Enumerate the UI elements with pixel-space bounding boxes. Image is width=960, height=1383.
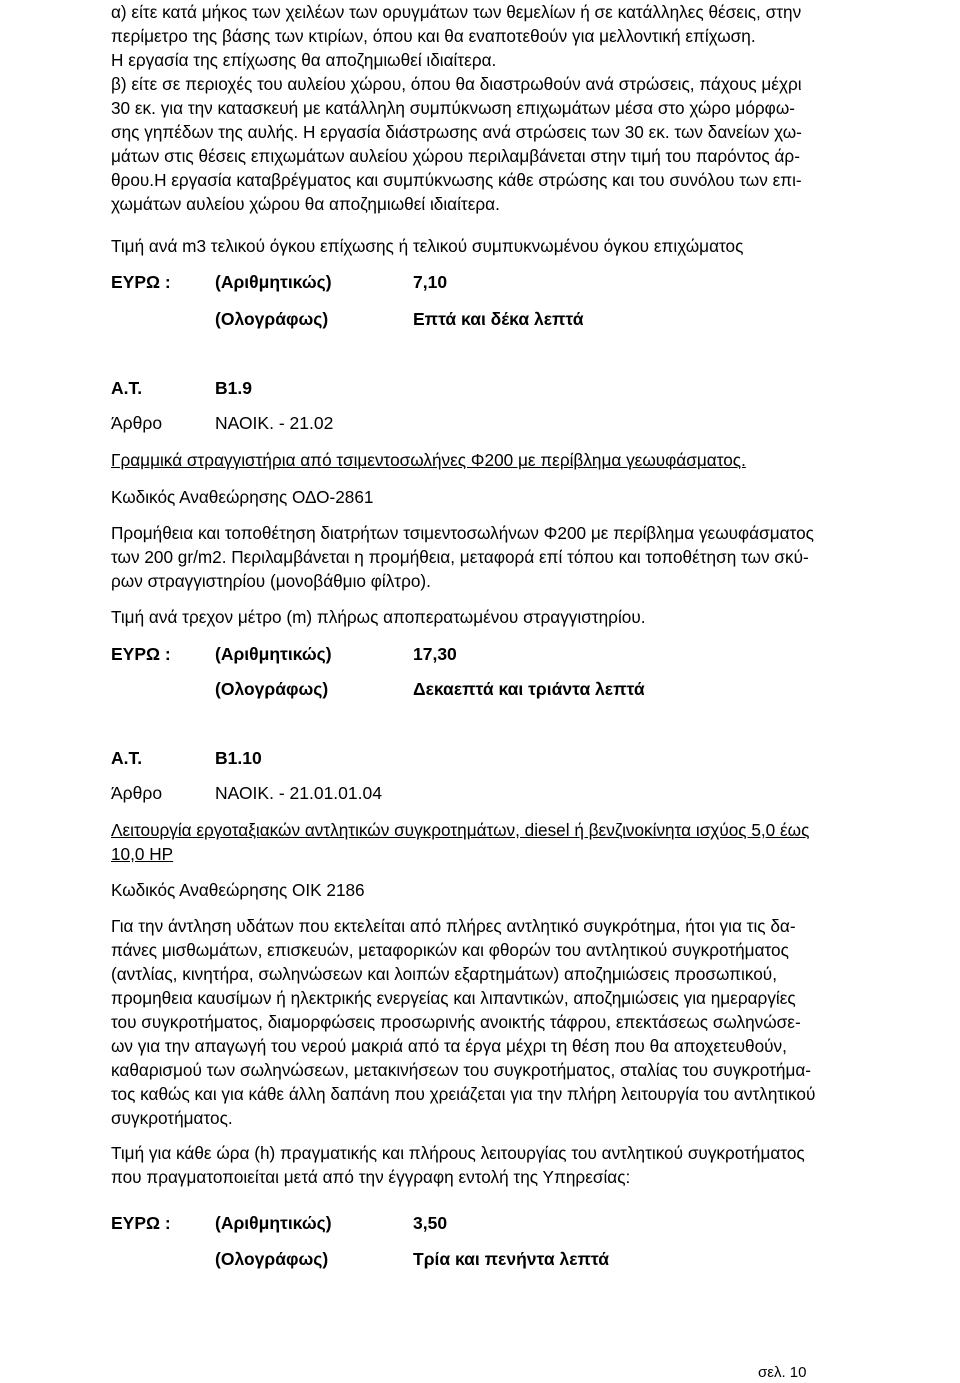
numeric-value: 17,30	[413, 644, 457, 664]
currency-label: ΕΥΡΩ :	[111, 1213, 171, 1233]
text-line: τος καθώς και για κάθε άλλη δαπάνη που χρειάζεται για την πλήρη λειτουργία του αντλητικού	[111, 1084, 816, 1104]
at-label: Α.Τ.	[111, 748, 143, 768]
item-title: Γραμμικά στραγγιστήρια από τσιμεντοσωλήνες Φ200 με περίβλημα γεωυφάσματος.	[111, 450, 746, 470]
page-number: σελ. 10	[758, 1364, 807, 1381]
price-basis	[111, 1141, 957, 1189]
text-line: προμηθεια καυσίμων ή ηλεκτρικής ενεργείας και λιπαντικών, αποζημιώσεις για ημεραργίες	[111, 988, 796, 1008]
words-value: Επτά και δέκα λεπτά	[413, 309, 584, 329]
intro-paragraph	[111, 0, 957, 216]
text-line: ρων στραγγιστηρίου (μονοβάθμιο φίλτρο).	[111, 571, 431, 591]
text-line: του συγκροτήματος, διαμορφώσεις προσωρινής ανοικτής τάφρου, επεκτάσεως σωληνώσε-	[111, 1012, 801, 1032]
currency-label: ΕΥΡΩ :	[111, 272, 171, 292]
article-value: ΝΑΟΙΚ. - 21.01.01.04	[215, 783, 382, 803]
text-line: (αντλίας, κινητήρα, σωληνώσεων και λοιπών εξαρτημάτων) αποζημιώσεις προσωπικού,	[111, 964, 777, 984]
article-label: Άρθρο	[111, 783, 163, 803]
item-title	[111, 818, 957, 866]
item-description	[111, 914, 957, 1130]
text-line: Η εργασία της επίχωσης θα αποζημιωθεί ιδιαίτερα.	[111, 50, 497, 70]
text-line: πάνες μισθωμάτων, επισκευών, μεταφορικών και φθορών του αντλητικού συγκροτήματος	[111, 940, 789, 960]
text-line: 30 εκ. για την κατασκευή με κατάλληλη συμπύκνωση επιχωμάτων μέσα στο χώρο μόρφω-	[111, 98, 795, 118]
words-label: (Ολογράφως)	[215, 309, 329, 329]
numeric-label: (Αριθμητικώς)	[215, 1213, 332, 1233]
text-line: περίμετρο της βάσης των κτιρίων, όπου και θα εναποτεθούν για μελλοντική επίχωση.	[111, 26, 756, 46]
revision-code: Κωδικός Αναθεώρησης ΟΙΚ 2186	[111, 880, 365, 900]
text-line: των 200 gr/m2. Περιλαμβάνεται η προμήθεια, μεταφορά επί τόπου και τοποθέτηση των σκύ-	[111, 547, 809, 567]
text-line: χωμάτων αυλείου χώρου θα αποζημιωθεί ιδιαίτερα.	[111, 194, 500, 214]
words-value: Δεκαεπτά και τριάντα λεπτά	[413, 679, 645, 699]
text-line: που πραγματοποιείται μετά από την έγγραφη εντολή της Υπηρεσίας:	[111, 1167, 631, 1187]
text-line: καθαρισμού των σωληνώσεων, μετακινήσεων του συγκροτήματος, σταλίας του συγκροτήμα-	[111, 1060, 812, 1080]
text-line: Για την άντληση υδάτων που εκτελείται από πλήρες αντλητικό συγκρότημα, ήτοι για τις δα-	[111, 916, 796, 936]
revision-code: Κωδικός Αναθεώρησης ΟΔΟ-2861	[111, 487, 374, 507]
words-label: (Ολογράφως)	[215, 1249, 329, 1269]
at-value: Β1.9	[215, 378, 252, 398]
at-label: Α.Τ.	[111, 378, 143, 398]
item-description	[111, 521, 957, 593]
words-label: (Ολογράφως)	[215, 679, 329, 699]
numeric-label: (Αριθμητικώς)	[215, 644, 332, 664]
text-line: μάτων στις θέσεις επιχωμάτων αυλείου χώρου περιλαμβάνεται στην τιμή του παρόντος άρ-	[111, 146, 800, 166]
numeric-value: 7,10	[413, 272, 448, 292]
text-line: β) είτε σε περιοχές του αυλείου χώρου, όπου θα διαστρωθούν ανά στρώσεις, πάχους μέχρι	[111, 74, 802, 94]
text-line: 10,0 HP	[111, 844, 174, 864]
currency-label: ΕΥΡΩ :	[111, 644, 171, 664]
price-basis: Τιμή ανά m3 τελικού όγκου επίχωσης ή τελικού συμπυκνωμένου όγκου επιχώματος	[111, 236, 744, 256]
text-line: α) είτε κατά μήκος των χειλέων των ορυγμάτων των θεμελίων ή σε κατάλληλες θέσεις, στην	[111, 2, 802, 22]
text-line: Προμήθεια και τοποθέτηση διατρήτων τσιμεντοσωλήνων Φ200 με περίβλημα γεωυφάσματος	[111, 523, 814, 543]
price-basis: Τιμή ανά τρεχον μέτρο (m) πλήρως αποπερατωμένου στραγγιστηρίου.	[111, 607, 646, 627]
text-line: σης γηπέδων της αυλής. Η εργασία διάστρωσης ανά στρώσεις των 30 εκ. των δανείων χω-	[111, 122, 802, 142]
numeric-label: (Αριθμητικώς)	[215, 272, 332, 292]
text-line: θρου.Η εργασία καταβρέγματος και συμπύκνωσης κάθε στρώσης και του συνόλου των επι-	[111, 170, 802, 190]
words-value: Τρία και πενήντα λεπτά	[413, 1249, 609, 1269]
numeric-value: 3,50	[413, 1213, 448, 1233]
text-line: ων για την απαγωγή του νερού μακριά από τα έργα μέχρι τη θέση που θα αποχετευθούν,	[111, 1036, 787, 1056]
text-line: συγκροτήματος.	[111, 1108, 233, 1128]
text-line: Τιμή για κάθε ώρα (h) πραγματικής και πλήρους λειτουργίας του αντλητικού συγκροτήματος	[111, 1143, 805, 1163]
article-value: ΝΑΟΙΚ. - 21.02	[215, 413, 334, 433]
text-line: Λειτουργία εργοταξιακών αντλητικών συγκροτημάτων, diesel ή βενζινοκίνητα ισχύος 5,0 έως	[111, 820, 810, 840]
at-value: Β1.10	[215, 748, 262, 768]
article-label: Άρθρο	[111, 413, 163, 433]
